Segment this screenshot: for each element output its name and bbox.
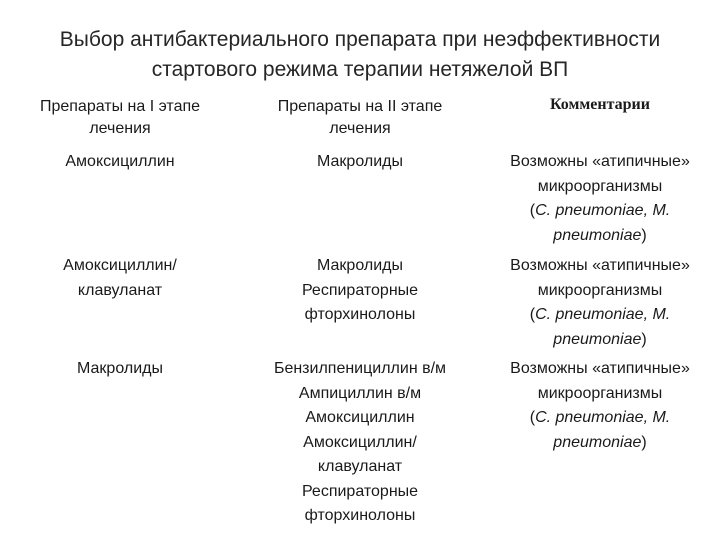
comment-line: микроорганизмы (537, 384, 663, 402)
cell-line: Макролиды (317, 153, 403, 170)
row1-stage1 (20, 150, 220, 175)
paren-open: ( (529, 409, 536, 426)
title-line-1: Выбор антибактериального препарата при неэффективности (59, 28, 661, 51)
row2-stage2 (250, 254, 470, 328)
organisms-italic: pneumoniae (553, 330, 642, 348)
row1-stage2 (250, 150, 470, 175)
comment-line: микроорганизмы (537, 177, 663, 195)
organisms-italic: pneumoniae (553, 226, 642, 244)
paren-close: ) (641, 433, 647, 451)
organisms-italic: pneumoniae (553, 433, 642, 451)
header-stage1 (20, 96, 220, 140)
cell-line: Макролиды (77, 360, 163, 377)
row3-stage1 (20, 357, 220, 382)
paren-close: ) (641, 226, 647, 244)
cell-line: Ампициллин в/м (298, 384, 422, 402)
row1-comment (485, 150, 715, 248)
comment-line (485, 328, 715, 353)
paren-close: ) (641, 330, 647, 348)
cell-line: Амоксициллин/ (303, 433, 417, 451)
comment-line (485, 199, 715, 224)
paren-open: ( (529, 306, 536, 323)
comment-line (485, 431, 715, 456)
header-stage2 (255, 96, 465, 140)
row3-comment (485, 357, 715, 455)
comment-line (485, 406, 715, 431)
row2-comment (485, 254, 715, 352)
cell-line: Бензилпенициллин в/м (273, 360, 447, 377)
comment-line: Возможны «атипичные» (510, 257, 690, 274)
row3-stage2 (250, 357, 470, 529)
cell-line: фторхинолоны (304, 507, 416, 524)
comment-line: микроорганизмы (537, 281, 663, 299)
header-stage1-line: Препараты на I этапе (39, 98, 201, 115)
cell-line: Амоксициллин (65, 153, 175, 170)
title-line-2: стартового режима терапии нетяжелой ВП (151, 58, 569, 81)
cell-line: Респираторные (301, 482, 419, 500)
organisms-italic: C. pneumoniae, M. (535, 409, 671, 426)
header-comments: Комментарии (549, 96, 650, 113)
paren-open: ( (529, 202, 536, 219)
cell-line: клавуланат (317, 458, 403, 475)
page-title (20, 25, 700, 85)
cell-line: Амоксициллин (305, 409, 415, 426)
row2-stage1 (20, 254, 220, 303)
cell-line: клавуланат (77, 281, 163, 299)
cell-line: Респираторные (301, 281, 419, 299)
comment-line (485, 224, 715, 249)
cell-line: Макролиды (317, 257, 403, 274)
header-stage1-line: лечения (89, 120, 151, 137)
cell-line: фторхинолоны (304, 306, 416, 323)
comment-line (485, 303, 715, 328)
organisms-italic: C. pneumoniae, M. (535, 306, 671, 323)
cell-line: Амоксициллин/ (63, 257, 177, 274)
comment-line: Возможны «атипичные» (510, 360, 690, 377)
organisms-italic: C. pneumoniae, M. (535, 202, 671, 219)
header-stage2-line: Препараты на II этапе (277, 98, 443, 115)
comment-line: Возможны «атипичные» (510, 153, 690, 170)
header-stage2-line: лечения (329, 120, 391, 137)
